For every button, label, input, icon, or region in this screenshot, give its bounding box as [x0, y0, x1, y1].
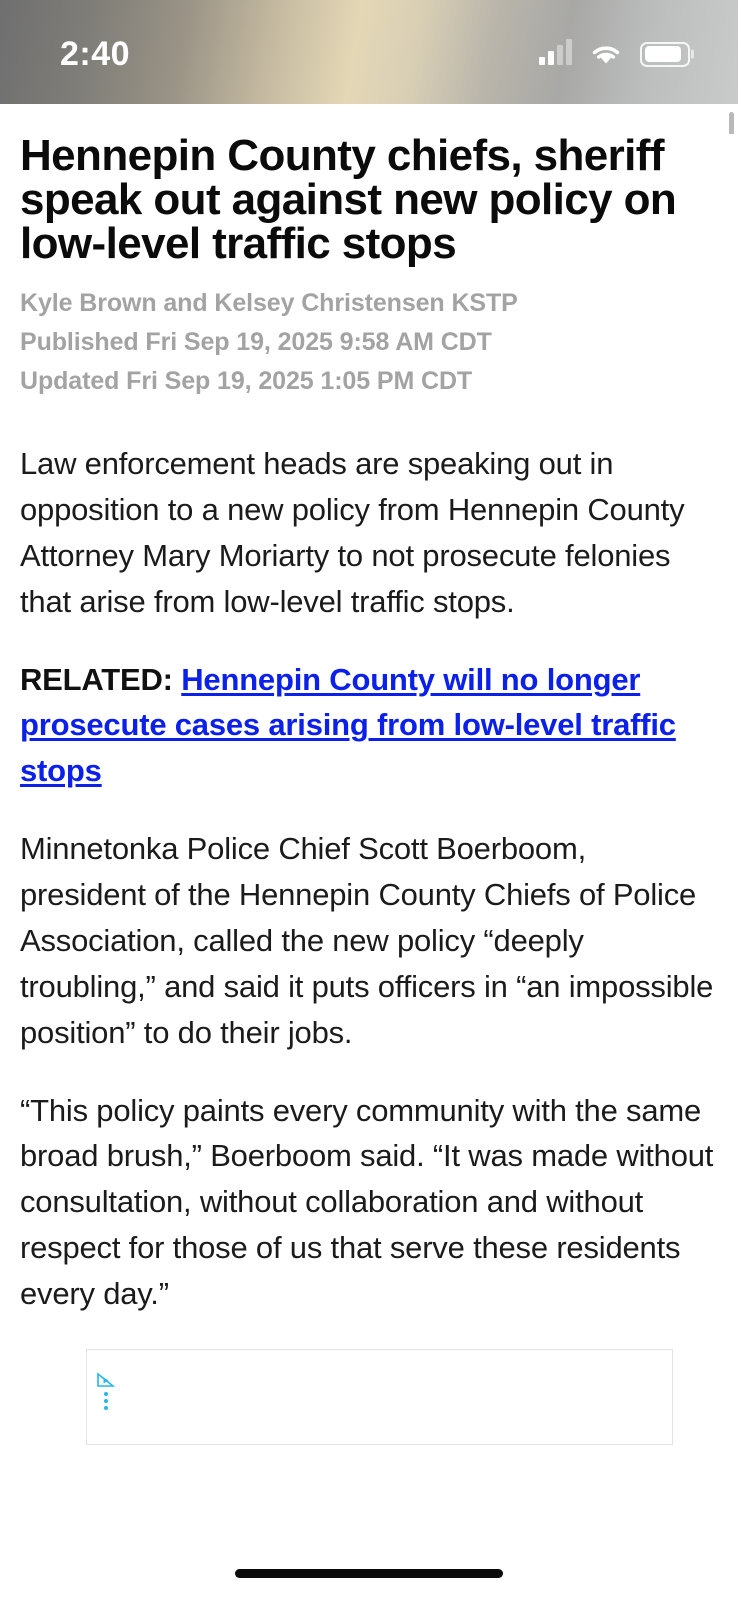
wifi-icon: [589, 42, 623, 67]
article-meta: [20, 284, 718, 401]
article-published-date: Published Fri Sep 19, 2025 9:58 AM CDT: [20, 328, 492, 356]
adchoices-menu-dots-icon[interactable]: [104, 1392, 108, 1410]
adchoices-icon[interactable]: [95, 1372, 117, 1410]
article-paragraph-2: Minnetonka Police Chief Scott Boerboom, president of the Hennepin County Chiefs of Police Association, called the new policy “deeply troubling,” and said it puts officers in “an impossible position” to do their jobs.: [20, 831, 714, 1050]
status-bar-time: 2:40: [60, 35, 131, 73]
status-bar-indicators: [539, 42, 690, 67]
battery-icon: [640, 42, 690, 67]
article-paragraph-3: “This policy paints every community with the same broad brush,” Boerboom said. “It was made without consultation, without collaboration and without respect for those of us that serve these residents every day.”: [20, 1092, 714, 1311]
article-headline: Hennepin County chiefs, sheriff speak out against new policy on low-level traffic stops: [20, 131, 677, 268]
article-byline: Kyle Brown and Kelsey Christensen KSTP: [20, 289, 518, 317]
adchoices-triangle-icon: [96, 1372, 116, 1388]
home-indicator[interactable]: [235, 1569, 503, 1578]
related-label: RELATED:: [20, 661, 173, 697]
article-paragraph-1: Law enforcement heads are speaking out in opposition to a new policy from Hennepin County Attorney Mary Moriarty to not prosecute felonies that arise from low-level traffic stops.: [20, 446, 685, 619]
related-article-block: [20, 657, 718, 795]
article-updated-date: Updated Fri Sep 19, 2025 1:05 PM CDT: [20, 367, 473, 395]
status-bar: [0, 0, 738, 104]
cellular-signal-icon: [539, 43, 572, 65]
article-content: [0, 131, 738, 1445]
related-article-link[interactable]: Hennepin County will no longer prosecute cases arising from low-level traffic stops: [20, 661, 676, 789]
advertisement-slot[interactable]: [86, 1349, 673, 1445]
